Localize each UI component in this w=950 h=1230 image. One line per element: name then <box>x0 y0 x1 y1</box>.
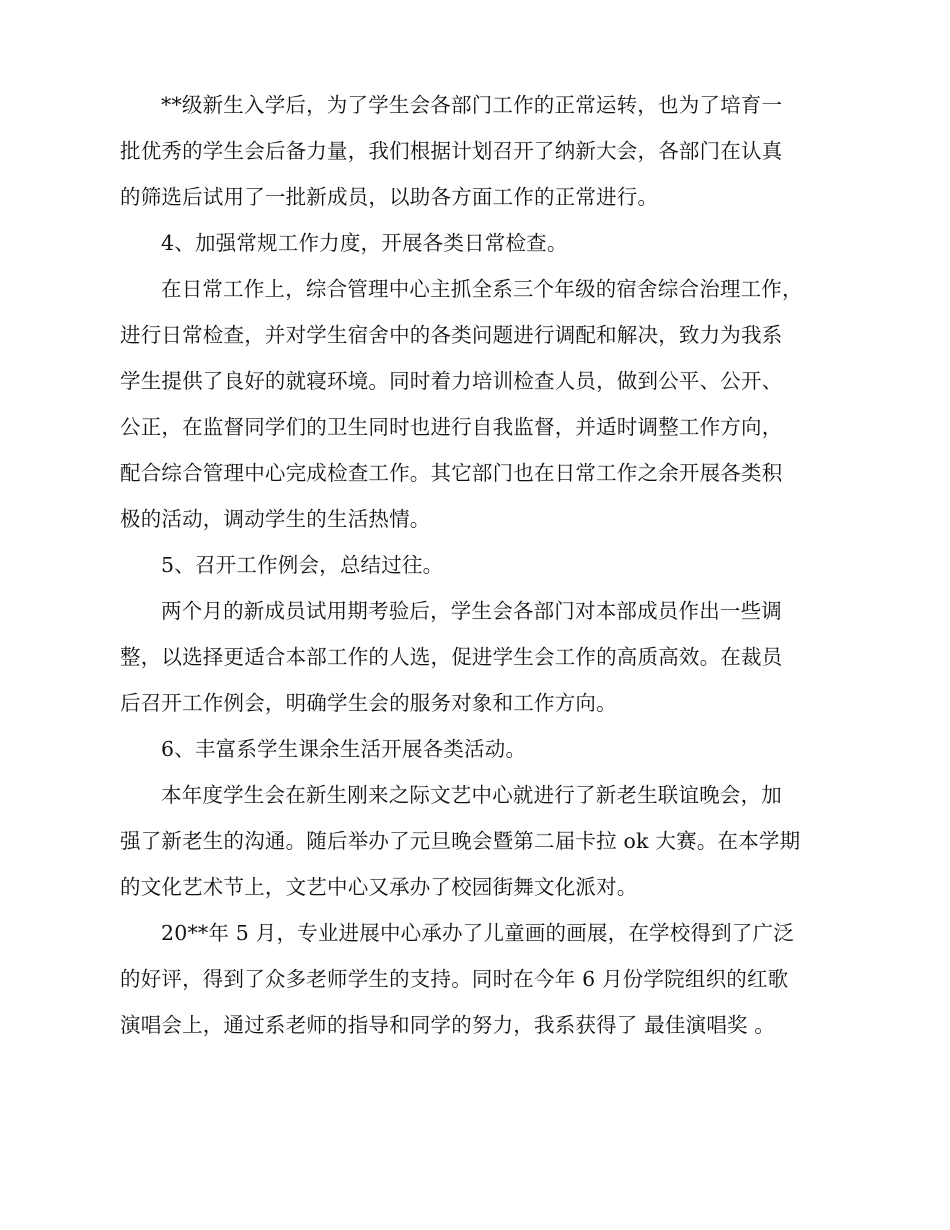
text-line: **级新生入学后，为了学生会各部门工作的正常运转，也为了培育一 <box>161 93 783 117</box>
text-line: 的文化艺术节上，文艺中心又承办了校园街舞文化派对。 <box>120 875 638 899</box>
text-line: 的好评，得到了众多老师学生的支持。同时在今年 6 月份学院组织的红歌 <box>120 967 789 991</box>
text-line: 极的活动，调动学生的生活热情。 <box>120 507 431 531</box>
text-line: 进行日常检查，并对学生宿舍中的各类问题进行调配和解决，致力为我系 <box>120 323 783 347</box>
text-line: 公正，在监督同学们的卫生同时也进行自我监督，并适时调整工作方向， <box>120 415 783 439</box>
text-line: 强了新老生的沟通。随后举办了元旦晚会暨第二届卡拉 ok 大赛。在本学期 <box>120 829 801 853</box>
heading-item-4 <box>120 220 832 266</box>
text-line: 5、召开工作例会，总结过往。 <box>161 553 444 577</box>
text-line: 演唱会上，通过系老师的指导和同学的努力，我系获得了 最佳演唱奖 。 <box>120 1013 776 1037</box>
paragraph-daily-inspection <box>120 266 832 542</box>
heading-item-5 <box>120 542 832 588</box>
text-line: 学生提供了良好的就寝环境。同时着力培训检查人员，做到公平、公开、 <box>120 369 783 393</box>
text-line: 本年度学生会在新生刚来之际文艺中心就进行了新老生联谊晚会，加 <box>161 783 782 807</box>
text-line: 的筛选后试用了一批新成员，以助各方面工作的正常进行。 <box>120 185 659 209</box>
text-line: 4、加强常规工作力度，开展各类日常检查。 <box>161 231 568 255</box>
text-line: 6、丰富系学生课余生活开展各类活动。 <box>161 737 527 761</box>
paragraph-new-members <box>120 82 832 220</box>
text-line: 批优秀的学生会后备力量，我们根据计划召开了纳新大会，各部门在认真 <box>120 139 783 163</box>
text-line: 20**年 5 月，专业进展中心承办了儿童画的画展，在学校得到了广泛 <box>161 921 794 945</box>
text-line: 整，以选择更适合本部工作的人选，促进学生会工作的高质高效。在裁员 <box>120 645 783 669</box>
paragraph-work-meeting <box>120 588 832 726</box>
text-line: 配合综合管理中心完成检查工作。其它部门也在日常工作之余开展各类积 <box>120 461 783 485</box>
text-line: 后召开工作例会，明确学生会的服务对象和工作方向。 <box>120 691 617 715</box>
document-body <box>120 82 832 1048</box>
paragraph-exhibition <box>120 910 832 1048</box>
text-line: 两个月的新成员试用期考验后，学生会各部门对本部成员作出一些调 <box>161 599 782 623</box>
heading-item-6 <box>120 726 832 772</box>
text-line: 在日常工作上，综合管理中心主抓全系三个年级的宿舍综合治理工作， <box>161 277 803 301</box>
paragraph-activities <box>120 772 832 910</box>
